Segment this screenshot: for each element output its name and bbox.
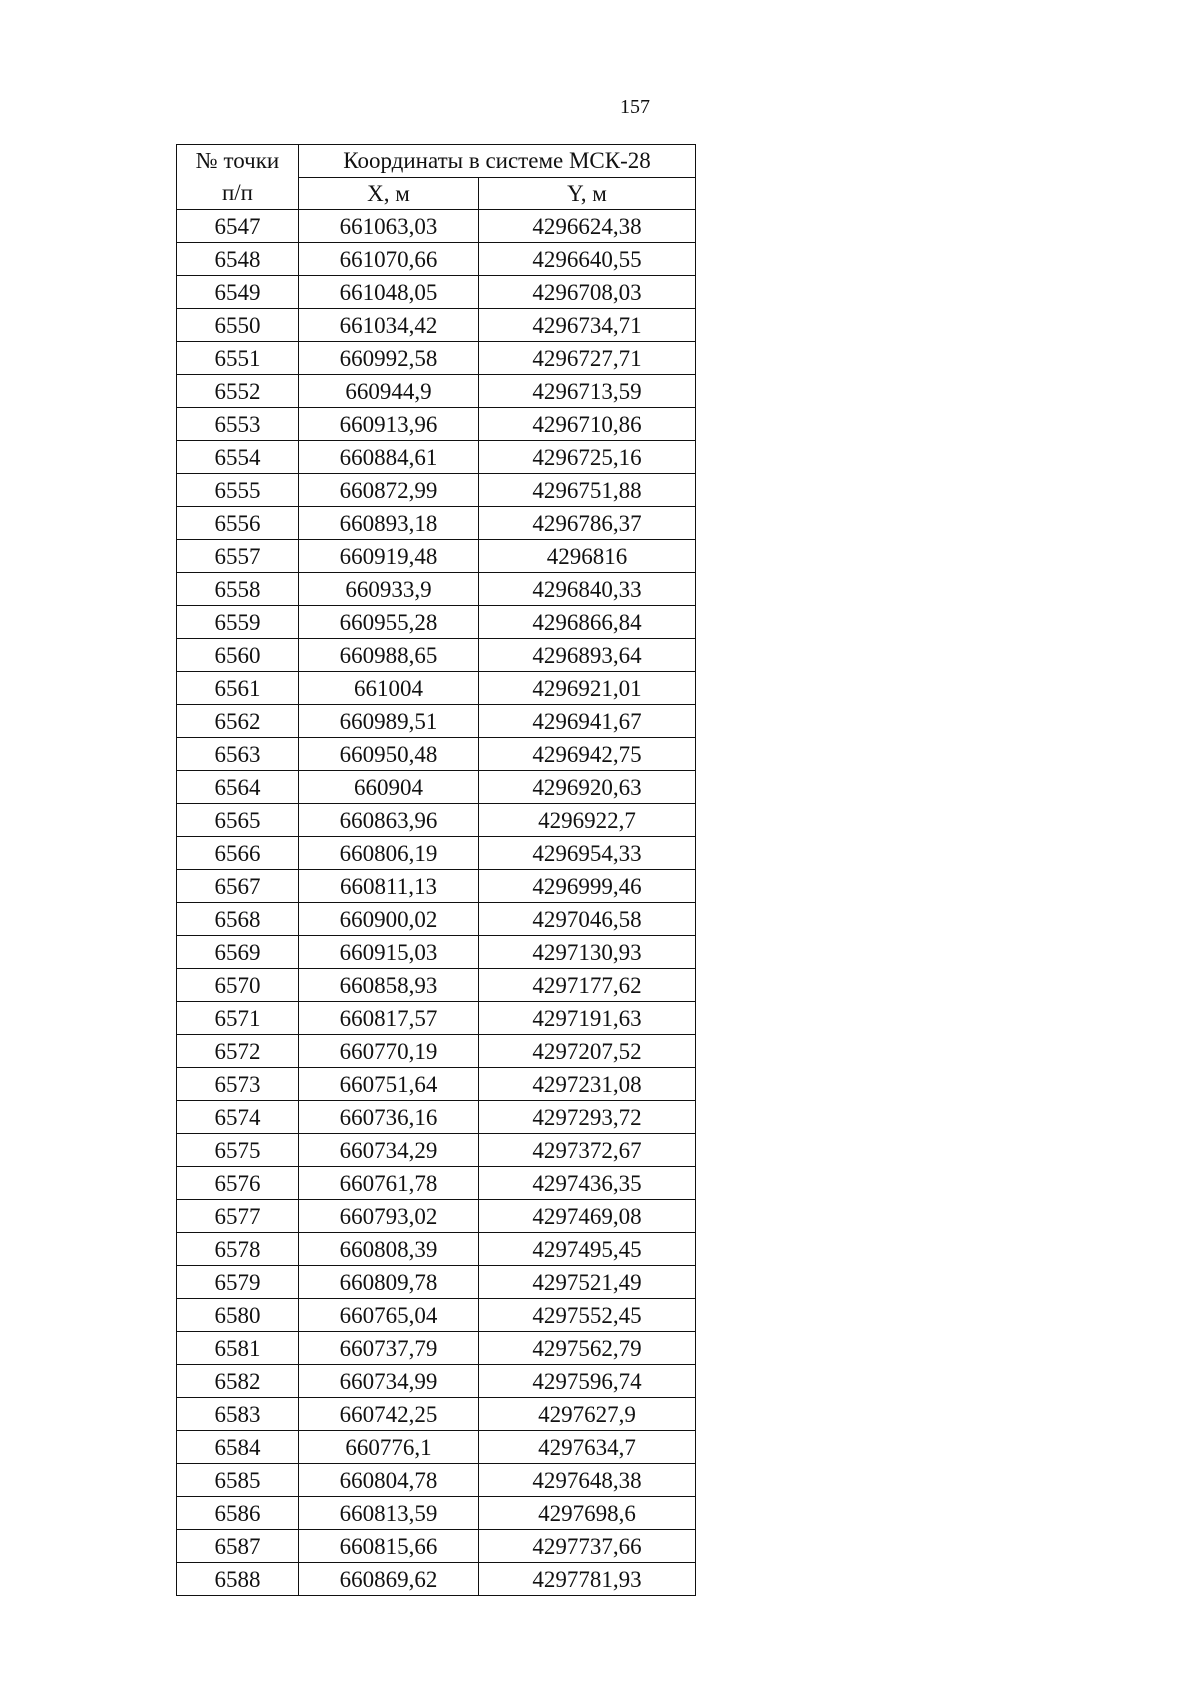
table-row xyxy=(177,507,696,540)
y-coordinate-cell: 4296725,16 xyxy=(479,441,696,474)
point-number-cell: 6548 xyxy=(177,243,299,276)
x-coordinate-cell: 660765,04 xyxy=(299,1299,479,1332)
x-coordinate-cell: 660863,96 xyxy=(299,804,479,837)
x-coordinate-cell: 660933,9 xyxy=(299,573,479,606)
x-coordinate-cell: 661048,05 xyxy=(299,276,479,309)
y-coordinate-cell: 4297231,08 xyxy=(479,1068,696,1101)
point-number-cell: 6562 xyxy=(177,705,299,738)
coordinates-table xyxy=(176,144,696,1596)
point-number-cell: 6582 xyxy=(177,1365,299,1398)
y-coordinate-cell: 4296922,7 xyxy=(479,804,696,837)
point-number-cell: 6578 xyxy=(177,1233,299,1266)
x-coordinate-cell: 661063,03 xyxy=(299,210,479,243)
point-number-cell: 6580 xyxy=(177,1299,299,1332)
point-number-cell: 6549 xyxy=(177,276,299,309)
coordinates-group-header: Координаты в системе МСК-28 xyxy=(299,145,696,178)
point-number-cell: 6567 xyxy=(177,870,299,903)
y-coordinate-cell: 4296893,64 xyxy=(479,639,696,672)
x-coordinate-cell: 660770,19 xyxy=(299,1035,479,1068)
header-row-1 xyxy=(177,145,696,178)
x-coordinate-cell: 660804,78 xyxy=(299,1464,479,1497)
y-coordinate-cell: 4297596,74 xyxy=(479,1365,696,1398)
y-coordinate-cell: 4297495,45 xyxy=(479,1233,696,1266)
x-coordinate-cell: 660950,48 xyxy=(299,738,479,771)
x-coordinate-cell: 660776,1 xyxy=(299,1431,479,1464)
point-number-cell: 6568 xyxy=(177,903,299,936)
x-coordinate-cell: 660992,58 xyxy=(299,342,479,375)
table-row xyxy=(177,342,696,375)
x-coordinate-cell: 661070,66 xyxy=(299,243,479,276)
point-number-cell: 6584 xyxy=(177,1431,299,1464)
table-row xyxy=(177,1068,696,1101)
y-coordinate-cell: 4297781,93 xyxy=(479,1563,696,1596)
table-row xyxy=(177,243,696,276)
table-row xyxy=(177,1563,696,1596)
y-coordinate-cell: 4297634,7 xyxy=(479,1431,696,1464)
y-coordinate-cell: 4297469,08 xyxy=(479,1200,696,1233)
y-coordinate-cell: 4296921,01 xyxy=(479,672,696,705)
x-coordinate-cell: 660809,78 xyxy=(299,1266,479,1299)
y-coordinate-cell: 4297698,6 xyxy=(479,1497,696,1530)
point-number-cell: 6569 xyxy=(177,936,299,969)
y-coordinate-cell: 4297372,67 xyxy=(479,1134,696,1167)
table-row xyxy=(177,1134,696,1167)
table-row xyxy=(177,1530,696,1563)
x-coordinate-cell: 660734,29 xyxy=(299,1134,479,1167)
table-row xyxy=(177,837,696,870)
table-row xyxy=(177,1233,696,1266)
point-number-cell: 6570 xyxy=(177,969,299,1002)
table-row xyxy=(177,1167,696,1200)
table-row xyxy=(177,1266,696,1299)
x-coordinate-cell: 660904 xyxy=(299,771,479,804)
x-coordinate-cell: 660817,57 xyxy=(299,1002,479,1035)
table-body xyxy=(177,210,696,1596)
point-number-cell: 6565 xyxy=(177,804,299,837)
point-number-cell: 6583 xyxy=(177,1398,299,1431)
y-coordinate-cell: 4297627,9 xyxy=(479,1398,696,1431)
table-row xyxy=(177,375,696,408)
y-coordinate-cell: 4296727,71 xyxy=(479,342,696,375)
table-row xyxy=(177,1035,696,1068)
y-coordinate-cell: 4296942,75 xyxy=(479,738,696,771)
table-row xyxy=(177,474,696,507)
table-row xyxy=(177,1002,696,1035)
point-number-cell: 6563 xyxy=(177,738,299,771)
point-number-cell: 6566 xyxy=(177,837,299,870)
y-coordinate-cell: 4296751,88 xyxy=(479,474,696,507)
y-coordinate-cell: 4297207,52 xyxy=(479,1035,696,1068)
point-number-header xyxy=(177,145,299,210)
table-row xyxy=(177,771,696,804)
point-number-cell: 6577 xyxy=(177,1200,299,1233)
table-row xyxy=(177,639,696,672)
y-coordinate-cell: 4296941,67 xyxy=(479,705,696,738)
x-coordinate-cell: 660915,03 xyxy=(299,936,479,969)
x-coordinate-cell: 660751,64 xyxy=(299,1068,479,1101)
x-coordinate-cell: 660737,79 xyxy=(299,1332,479,1365)
x-coordinate-cell: 660858,93 xyxy=(299,969,479,1002)
y-coordinate-cell: 4297648,38 xyxy=(479,1464,696,1497)
x-coordinate-cell: 660872,99 xyxy=(299,474,479,507)
point-number-header-line-2: п/п xyxy=(221,180,253,205)
y-coordinate-cell: 4297737,66 xyxy=(479,1530,696,1563)
x-coordinate-cell: 660884,61 xyxy=(299,441,479,474)
table-row xyxy=(177,1398,696,1431)
y-coordinate-cell: 4297046,58 xyxy=(479,903,696,936)
y-coordinate-cell: 4297191,63 xyxy=(479,1002,696,1035)
table-row xyxy=(177,672,696,705)
point-number-cell: 6547 xyxy=(177,210,299,243)
x-coordinate-cell: 660989,51 xyxy=(299,705,479,738)
point-number-cell: 6571 xyxy=(177,1002,299,1035)
table-row xyxy=(177,1299,696,1332)
point-number-cell: 6575 xyxy=(177,1134,299,1167)
point-number-cell: 6553 xyxy=(177,408,299,441)
y-coordinate-cell: 4297552,45 xyxy=(479,1299,696,1332)
y-coordinate-cell: 4296708,03 xyxy=(479,276,696,309)
table-row xyxy=(177,936,696,969)
y-coordinate-cell: 4296713,59 xyxy=(479,375,696,408)
point-number-cell: 6554 xyxy=(177,441,299,474)
y-coordinate-cell: 4297293,72 xyxy=(479,1101,696,1134)
point-number-header-line-1: № точки xyxy=(195,148,280,173)
y-coordinate-cell: 4297521,49 xyxy=(479,1266,696,1299)
table-row xyxy=(177,969,696,1002)
table-row xyxy=(177,441,696,474)
point-number-cell: 6587 xyxy=(177,1530,299,1563)
point-number-cell: 6574 xyxy=(177,1101,299,1134)
y-coordinate-cell: 4296710,86 xyxy=(479,408,696,441)
y-coordinate-cell: 4296840,33 xyxy=(479,573,696,606)
table-row xyxy=(177,606,696,639)
x-coordinate-cell: 660811,13 xyxy=(299,870,479,903)
point-number-cell: 6555 xyxy=(177,474,299,507)
point-number-cell: 6588 xyxy=(177,1563,299,1596)
y-column-header: Y, м xyxy=(479,177,696,210)
y-coordinate-cell: 4297177,62 xyxy=(479,969,696,1002)
table-row xyxy=(177,1464,696,1497)
point-number-cell: 6556 xyxy=(177,507,299,540)
y-coordinate-cell: 4296999,46 xyxy=(479,870,696,903)
y-coordinate-cell: 4296866,84 xyxy=(479,606,696,639)
table-row xyxy=(177,210,696,243)
table-row xyxy=(177,540,696,573)
y-coordinate-cell: 4297130,93 xyxy=(479,936,696,969)
x-coordinate-cell: 660761,78 xyxy=(299,1167,479,1200)
x-coordinate-cell: 660793,02 xyxy=(299,1200,479,1233)
x-coordinate-cell: 660742,25 xyxy=(299,1398,479,1431)
point-number-cell: 6561 xyxy=(177,672,299,705)
table-row xyxy=(177,1101,696,1134)
x-coordinate-cell: 661034,42 xyxy=(299,309,479,342)
table-row xyxy=(177,738,696,771)
table-row xyxy=(177,276,696,309)
x-coordinate-cell: 660913,96 xyxy=(299,408,479,441)
point-number-cell: 6559 xyxy=(177,606,299,639)
x-coordinate-cell: 661004 xyxy=(299,672,479,705)
table-row xyxy=(177,1497,696,1530)
point-number-cell: 6581 xyxy=(177,1332,299,1365)
x-coordinate-cell: 660806,19 xyxy=(299,837,479,870)
table-row xyxy=(177,1431,696,1464)
x-coordinate-cell: 660988,65 xyxy=(299,639,479,672)
x-coordinate-cell: 660808,39 xyxy=(299,1233,479,1266)
table-header xyxy=(177,145,696,210)
table-row xyxy=(177,903,696,936)
point-number-cell: 6585 xyxy=(177,1464,299,1497)
table-row xyxy=(177,573,696,606)
table-row xyxy=(177,309,696,342)
x-coordinate-cell: 660815,66 xyxy=(299,1530,479,1563)
y-coordinate-cell: 4296624,38 xyxy=(479,210,696,243)
point-number-cell: 6572 xyxy=(177,1035,299,1068)
x-coordinate-cell: 660893,18 xyxy=(299,507,479,540)
x-coordinate-cell: 660900,02 xyxy=(299,903,479,936)
point-number-cell: 6576 xyxy=(177,1167,299,1200)
y-coordinate-cell: 4296734,71 xyxy=(479,309,696,342)
table-row xyxy=(177,804,696,837)
x-coordinate-cell: 660813,59 xyxy=(299,1497,479,1530)
point-number-cell: 6579 xyxy=(177,1266,299,1299)
page-number: 157 xyxy=(620,96,650,118)
table-row xyxy=(177,1200,696,1233)
point-number-cell: 6550 xyxy=(177,309,299,342)
y-coordinate-cell: 4297436,35 xyxy=(479,1167,696,1200)
table-row xyxy=(177,1365,696,1398)
table-row xyxy=(177,1332,696,1365)
y-coordinate-cell: 4296786,37 xyxy=(479,507,696,540)
point-number-cell: 6557 xyxy=(177,540,299,573)
y-coordinate-cell: 4296920,63 xyxy=(479,771,696,804)
point-number-cell: 6573 xyxy=(177,1068,299,1101)
point-number-cell: 6552 xyxy=(177,375,299,408)
table-row xyxy=(177,870,696,903)
table-row xyxy=(177,705,696,738)
x-coordinate-cell: 660869,62 xyxy=(299,1563,479,1596)
x-coordinate-cell: 660919,48 xyxy=(299,540,479,573)
point-number-cell: 6560 xyxy=(177,639,299,672)
table-row xyxy=(177,408,696,441)
y-coordinate-cell: 4296816 xyxy=(479,540,696,573)
x-coordinate-cell: 660736,16 xyxy=(299,1101,479,1134)
point-number-cell: 6551 xyxy=(177,342,299,375)
x-coordinate-cell: 660734,99 xyxy=(299,1365,479,1398)
y-coordinate-cell: 4297562,79 xyxy=(479,1332,696,1365)
y-coordinate-cell: 4296954,33 xyxy=(479,837,696,870)
x-coordinate-cell: 660944,9 xyxy=(299,375,479,408)
y-coordinate-cell: 4296640,55 xyxy=(479,243,696,276)
point-number-cell: 6558 xyxy=(177,573,299,606)
point-number-cell: 6586 xyxy=(177,1497,299,1530)
x-coordinate-cell: 660955,28 xyxy=(299,606,479,639)
point-number-cell: 6564 xyxy=(177,771,299,804)
x-column-header: X, м xyxy=(299,177,479,210)
